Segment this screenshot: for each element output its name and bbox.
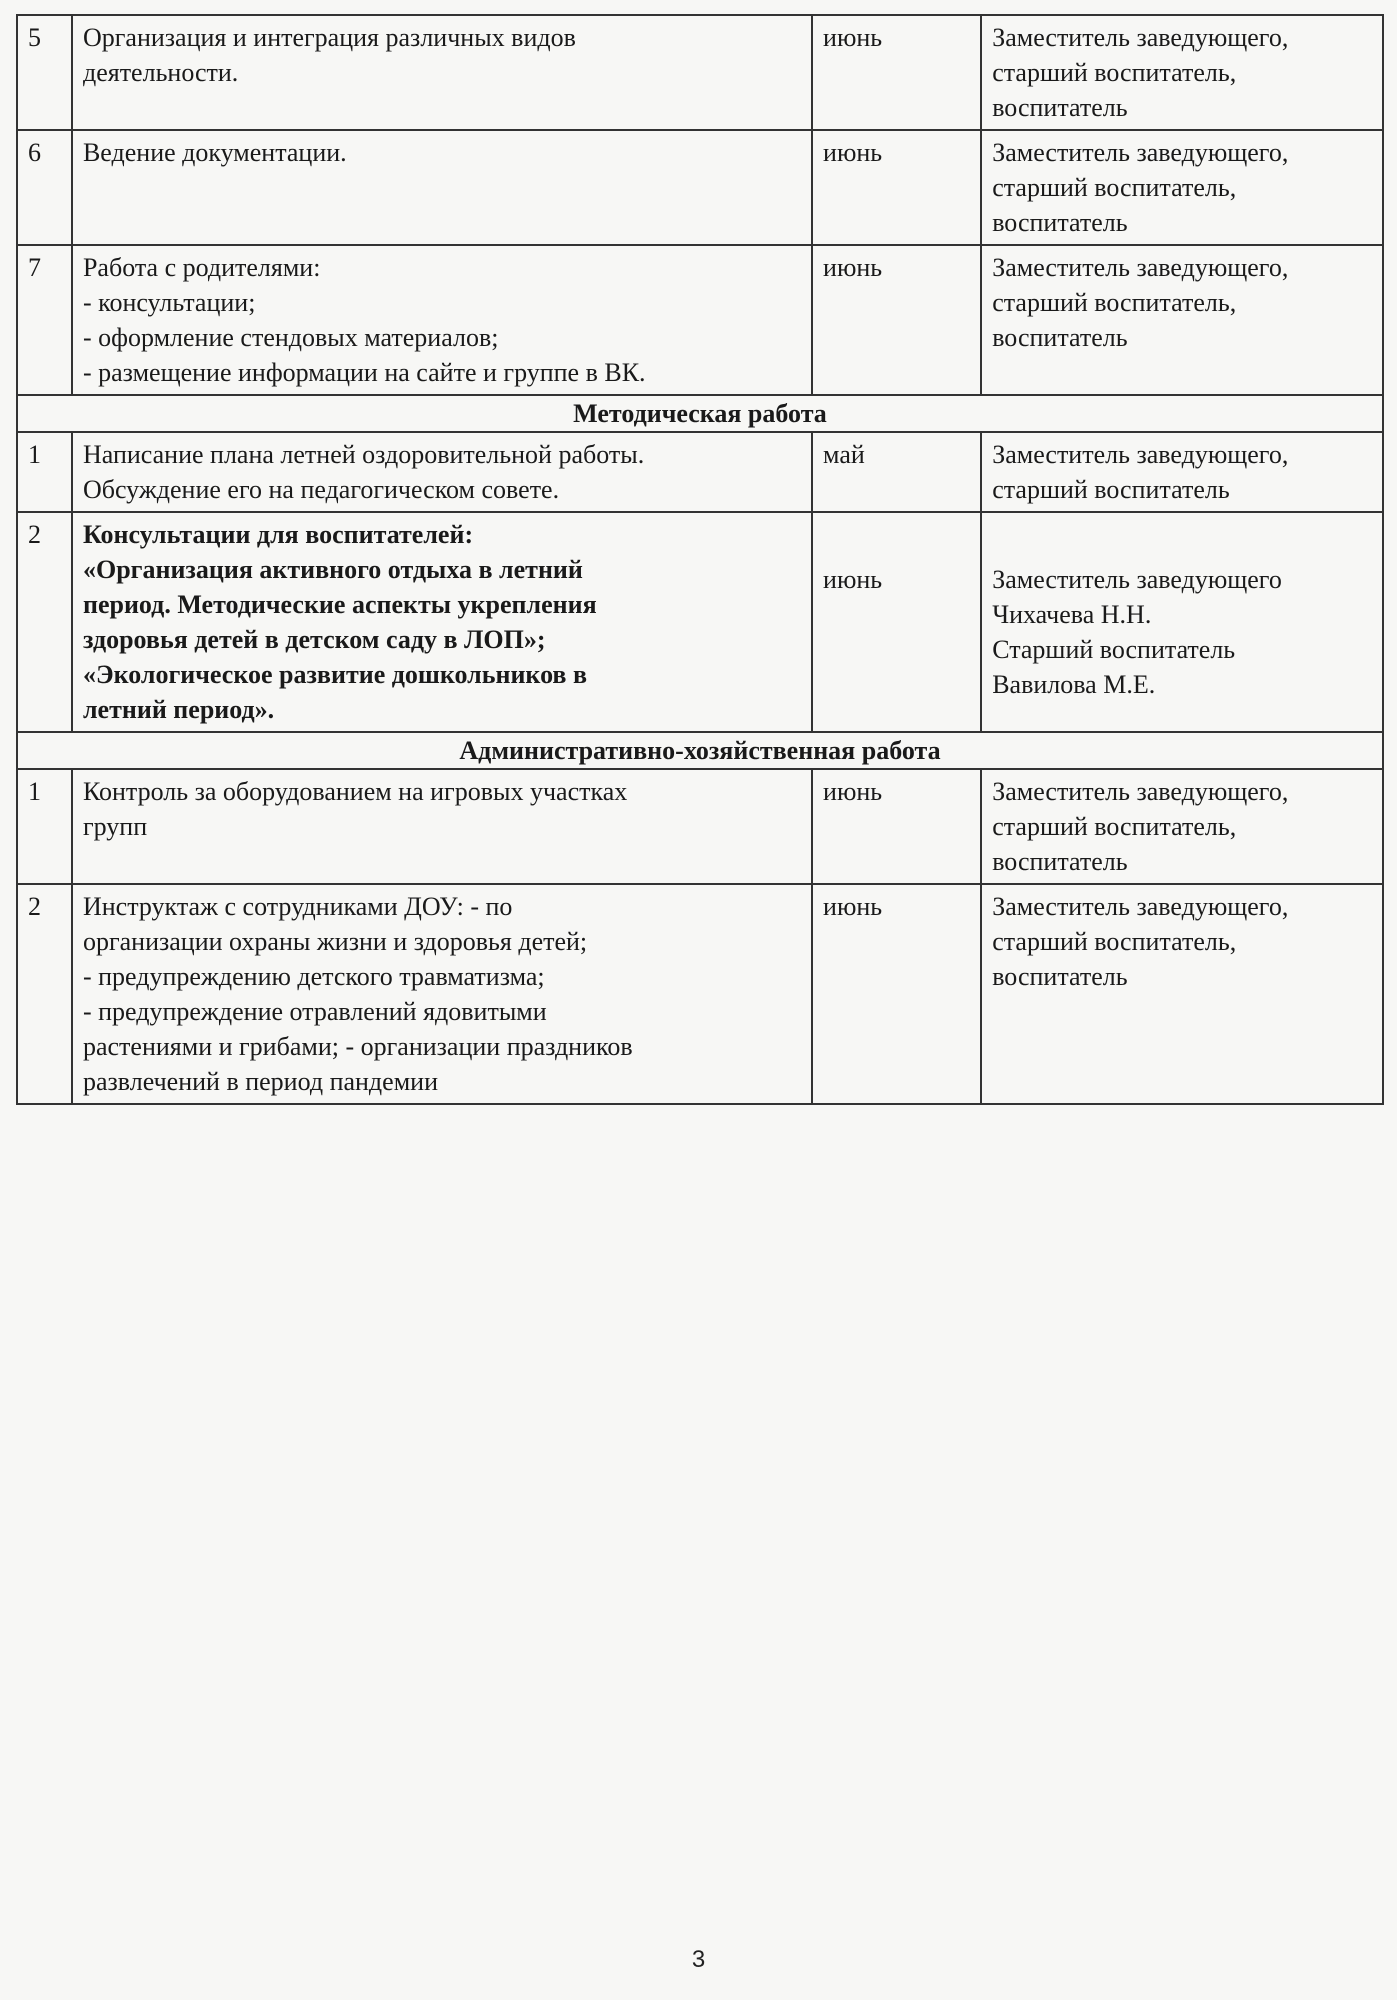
table-row — [17, 15, 1383, 130]
month-cell: июнь — [812, 512, 981, 732]
responsible-cell: Заместитель заведующего, старший воспитатель, воспитатель — [981, 884, 1383, 1104]
plan-table — [16, 14, 1384, 1105]
row-number: 6 — [17, 130, 72, 245]
month-cell: июнь — [812, 245, 981, 395]
table-row — [17, 769, 1383, 884]
task-cell: Написание плана летней оздоровительной работы. Обсуждение его на педагогическом совете. — [72, 432, 812, 512]
responsible-cell: Заместитель заведующего, старший воспитатель, воспитатель — [981, 15, 1383, 130]
task-cell: Консультации для воспитателей: «Организация активного отдыха в летний период. Методические аспекты укрепления здоровья детей в детском саду в ЛОП»; «Экологическое развитие дошкольников в летний период». — [72, 512, 812, 732]
responsible-cell: Заместитель заведующего, старший воспитатель, воспитатель — [981, 130, 1383, 245]
month-cell: июнь — [812, 769, 981, 884]
task-cell: Ведение документации. — [72, 130, 812, 245]
month-cell: июнь — [812, 15, 981, 130]
row-number: 1 — [17, 769, 72, 884]
section-header-methodical — [17, 395, 1383, 432]
table-row — [17, 432, 1383, 512]
task-cell: Инструктаж с сотрудниками ДОУ: - по организации охраны жизни и здоровья детей; - предупреждению детского травматизма; - предупреждение отравлений ядовитыми растениями и грибами; - организации праздников развлечений в период пандемии — [72, 884, 812, 1104]
row-number: 2 — [17, 512, 72, 732]
responsible-cell: Заместитель заведующего Чихачева Н.Н. Старший воспитатель Вавилова М.Е. — [981, 512, 1383, 732]
row-number: 2 — [17, 884, 72, 1104]
table-row — [17, 130, 1383, 245]
month-cell: июнь — [812, 130, 981, 245]
section-title: Методическая работа — [17, 395, 1383, 432]
responsible-cell: Заместитель заведующего, старший воспитатель, воспитатель — [981, 769, 1383, 884]
table-row — [17, 884, 1383, 1104]
section-header-admin — [17, 732, 1383, 769]
table-row — [17, 245, 1383, 395]
row-number: 7 — [17, 245, 72, 395]
task-cell: Контроль за оборудованием на игровых участках групп — [72, 769, 812, 884]
task-cell: Организация и интеграция различных видов деятельности. — [72, 15, 812, 130]
responsible-cell: Заместитель заведующего, старший воспитатель, воспитатель — [981, 245, 1383, 395]
table-row — [17, 512, 1383, 732]
month-cell: май — [812, 432, 981, 512]
month-cell: июнь — [812, 884, 981, 1104]
row-number: 1 — [17, 432, 72, 512]
page-number: 3 — [691, 1946, 706, 1973]
responsible-cell: Заместитель заведующего, старший воспитатель — [981, 432, 1383, 512]
section-title: Административно-хозяйственная работа — [17, 732, 1383, 769]
row-number: 5 — [17, 15, 72, 130]
task-cell: Работа с родителями: - консультации; - оформление стендовых материалов; - размещение информации на сайте и группе в ВК. — [72, 245, 812, 395]
